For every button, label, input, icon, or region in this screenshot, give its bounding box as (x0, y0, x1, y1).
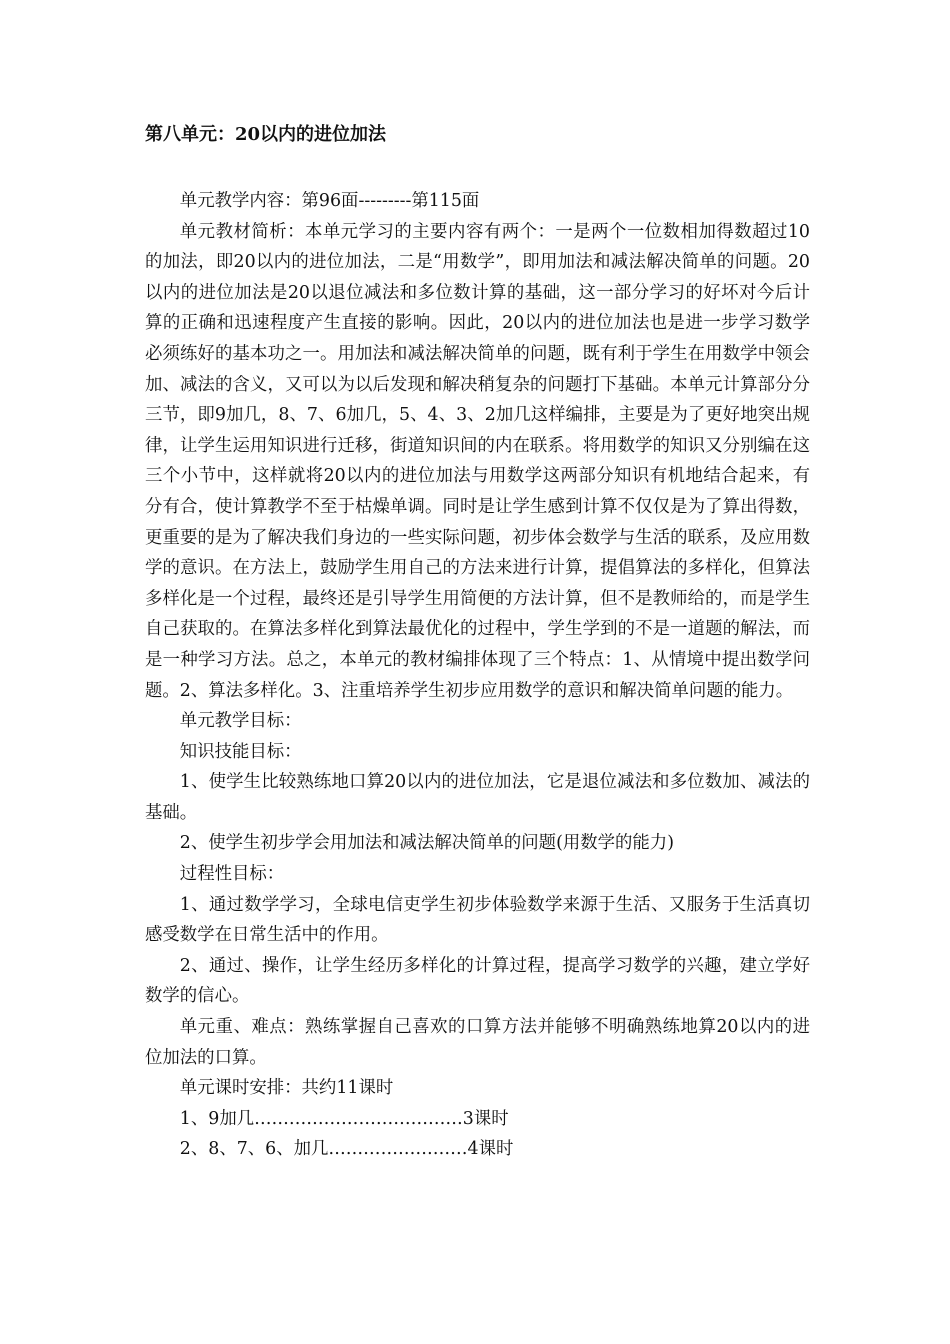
unit-content: 单元教学内容：第96面---------第115面 (179, 191, 480, 211)
lesson-schedule-heading: 单元课时安排：共约11课时 (179, 1078, 394, 1099)
process-goal-2: 2、通过、操作，让学生经历多样化的计算过程，提高学习数学的兴趣，建立学好数学的信心。 (145, 955, 810, 1007)
document-page (145, 120, 810, 1165)
schedule-item: 1、9加几………………………………3课时 (179, 1108, 509, 1129)
knowledge-goals-heading: 知识技能目标： (179, 741, 302, 762)
process-goal-1: 1、通过数学学习，全球电信吏学生初步体验数学来源于生活、又服务于生活真切感受数学在日常生活中的作用。 (145, 894, 810, 946)
unit-goals-heading: 单元教学目标： (179, 711, 302, 732)
knowledge-goal-2: 2、使学生初步学会用加法和减法解决简单的问题(用数学的能力) (179, 833, 674, 854)
document-title: 第八单元：20以内的进位加法 (145, 124, 387, 145)
knowledge-goal-1: 1、使学生比较熟练地口算20以内的进位加法，它是退位减法和多位数加、减法的基础。 (145, 772, 810, 823)
schedule-item: 2、8、7、6、加几……………………4课时 (179, 1139, 514, 1160)
unit-analysis: 单元教材简析：本单元学习的主要内容有两个：一是两个一位数相加得数超过10的加法，即20以内的进位加法，二是“用数学”，即用加法和减法解决简单的问题。20以内的进位加法是20以退位减法和多位数计算的基础，这一部分学习的好坏对今后计算的正确和迅速程度产生直接的影响。因此，20以内的进位加法也是进一步学习数学必须练好的基本功之一。用加法和减法解决简单的问题，既有利于学生在用数学中领会加、减法的含义，又可以为以后发现和解决稍复杂的问题打下基础。本单元计算部分分三节，即9加几，8、7、6加几，5、4、3、2加几这样编排，主要是为了更好地突出规律，让学生运用知识进行迁移，街道知识间的内在联系。将用数学的知识又分别编在这三个小节中，这样就将20以内的进位加法与用数学这两部分知识有机地结合起来，有分有合，使计算教学不至于枯燥单调。同时是让学生感到计算不仅仅是为了算出得数，更重要的是为了解决我们身边的一些实际问题，初步体会数学与生活的联系，及应用数学的意识。在方法上，鼓励学生用自己的方法来进行计算，提倡算法的多样化，但算法多样化是一个过程，最终还是引导学生用简便的方法计算，但不是教师给的，而是学生自己获取的。在算法多样化到算法最优化的过程中，学生学到的不是一道题的解法，而是一种学习方法。总之，本单元的教材编排体现了三个特点：1、从情境中提出数学问题。2、算法多样化。3、注重培养学生初步应用数学的意识和解决简单问题的能力。 (145, 221, 810, 701)
key-difficult-points: 单元重、难点：熟练掌握自己喜欢的口算方法并能够不明确熟练地算20以内的进位加法的口算。 (145, 1017, 810, 1068)
process-goals-heading: 过程性目标： (179, 864, 285, 885)
